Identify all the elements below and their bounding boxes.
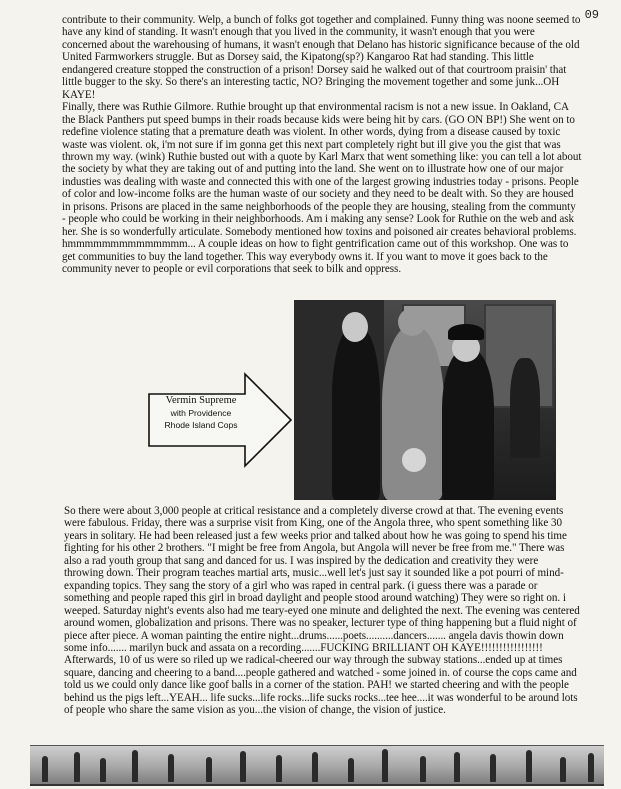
caption-line-1: Vermin Supreme [165,395,237,406]
caption-line-3: Rhode Island Cops [164,420,238,430]
photo-caption [153,395,249,431]
page-number: 09 [584,8,599,22]
photo-vermin-supreme-with-cops [294,300,556,500]
caption-arrow [147,372,293,468]
caption-line-2: with Providence [170,408,232,418]
decorative-frieze [30,745,604,786]
article-paragraph-1: contribute to their community. Welp, a bunch of folks got together and complained. Funny thing was noone seemed to have any kind of standing. It wasn't enough that you lived in the community, it wasn't enough that you were concerned about the warehousing of humans, it wasn't enough that Delano has historic significance because of the old United Farmworkers struggle. But as Dorsey said, the Kipatong(sp?) Kangaroo Rat had standing. This little endangered creature stopped the construction of a prison! Dorsey said he walked out of that courtroom praisin' that little bugger to the sky. So there's an interesting tactic, NO? Bringing the movement together and some junk...OH KAYE! Finally, there was Ruthie Gilmore. Ruthie brought up that environmental racism is not a new issue. In Oakland, CA the Black Panthers put speed bumps in their roads because kids were being hit by cars. (GO ON BP!) She went on to redefine violence stating that a premature death was violent. In other words, dying from a disease caused by toxic waste was violent. ok, i'm not sure if im gonna get this next part completely right but ill give you the gist that was thrown my way. (wink) Ruthie busted out with a quote by Karl Marx that went something like: you can tell a lot about the society by what they are taking out of and putting into the land. She went on to illustrate how one of our major industies was dealing with waste and connected this with one of the largest growing industries today - prisons. People of color and low-income folks are the human waste of our society and they need to be dealt with. So they are housed in prisons. Prisons are placed in the same neighborhoods of the people they are housing, stealing from the communty - people who could be working in their neighborhoods. Am i making any sense? Look for Ruthie on the web and ask her. She is so wonderfully articulate. Somebody mentioned how toxins and poisoned air creates behavioral problems. hmmmmmmmmmmmmmm... A couple ideas on how to fight gentrification came out of this workshop. One was to get communities to buy the land together. This way everybody owns it. If you want to move it goes back to the community never to people or evil corporations that seek to bilk and oppress. [62,14,582,276]
article-paragraph-2: So there were about 3,000 people at critical resistance and a completely diverse crowd at that. The evening events were fabulous. Friday, there was a surprise visit from King, one of the Angola three, who spent something like 30 years in solitary. He had been released just a few weeks prior and talked about how he was going to spend his time fighting for his other 2 brothers. "I might be free from Angola, but Angola will never be free from me." There was also a rad youth group that sang and danced for us. I was inspired by the dedication and creativity they were throwing down. Their program teaches martial arts, music...well let's just say it sounded like a pot pourri of mind-expanding topics. They sang the story of a girl who was raped in central park. (i guess there was a parade or something and people raped this girl in broad daylight and people stood around watching) They were so right on. i weeped. Saturday night's events also had me teary-eyed one minute and delighted the next. The evening was centered around women, globalization and prisons. There was no speaker, lecturer type of thing happening but a fluid night of piece after piece. A woman painting the entire night...drums......poets..........dancers....... angela davis thowin down some info....... marilyn buck and assata on a recording.......FUCKING BRILLIANT OH KAYE!!!!!!!!!!!!!!!!! Afterwards, 10 of us were so riled up we radical-cheered our way through the subway stations...ended up at times square, dancing and cheering to a band....people gathered and watched - some joined in. of course the cops came and told us we could only dance like goof balls in a corner of the station. PAH! we started cheering and with the people behind us the pigs left...YEAH... life sucks...life rocks...life sucks rocks...tee hee....it was wonderful to be around lots of people who share the same vision as you...the vision of change, the vision of justice. [64,505,580,717]
